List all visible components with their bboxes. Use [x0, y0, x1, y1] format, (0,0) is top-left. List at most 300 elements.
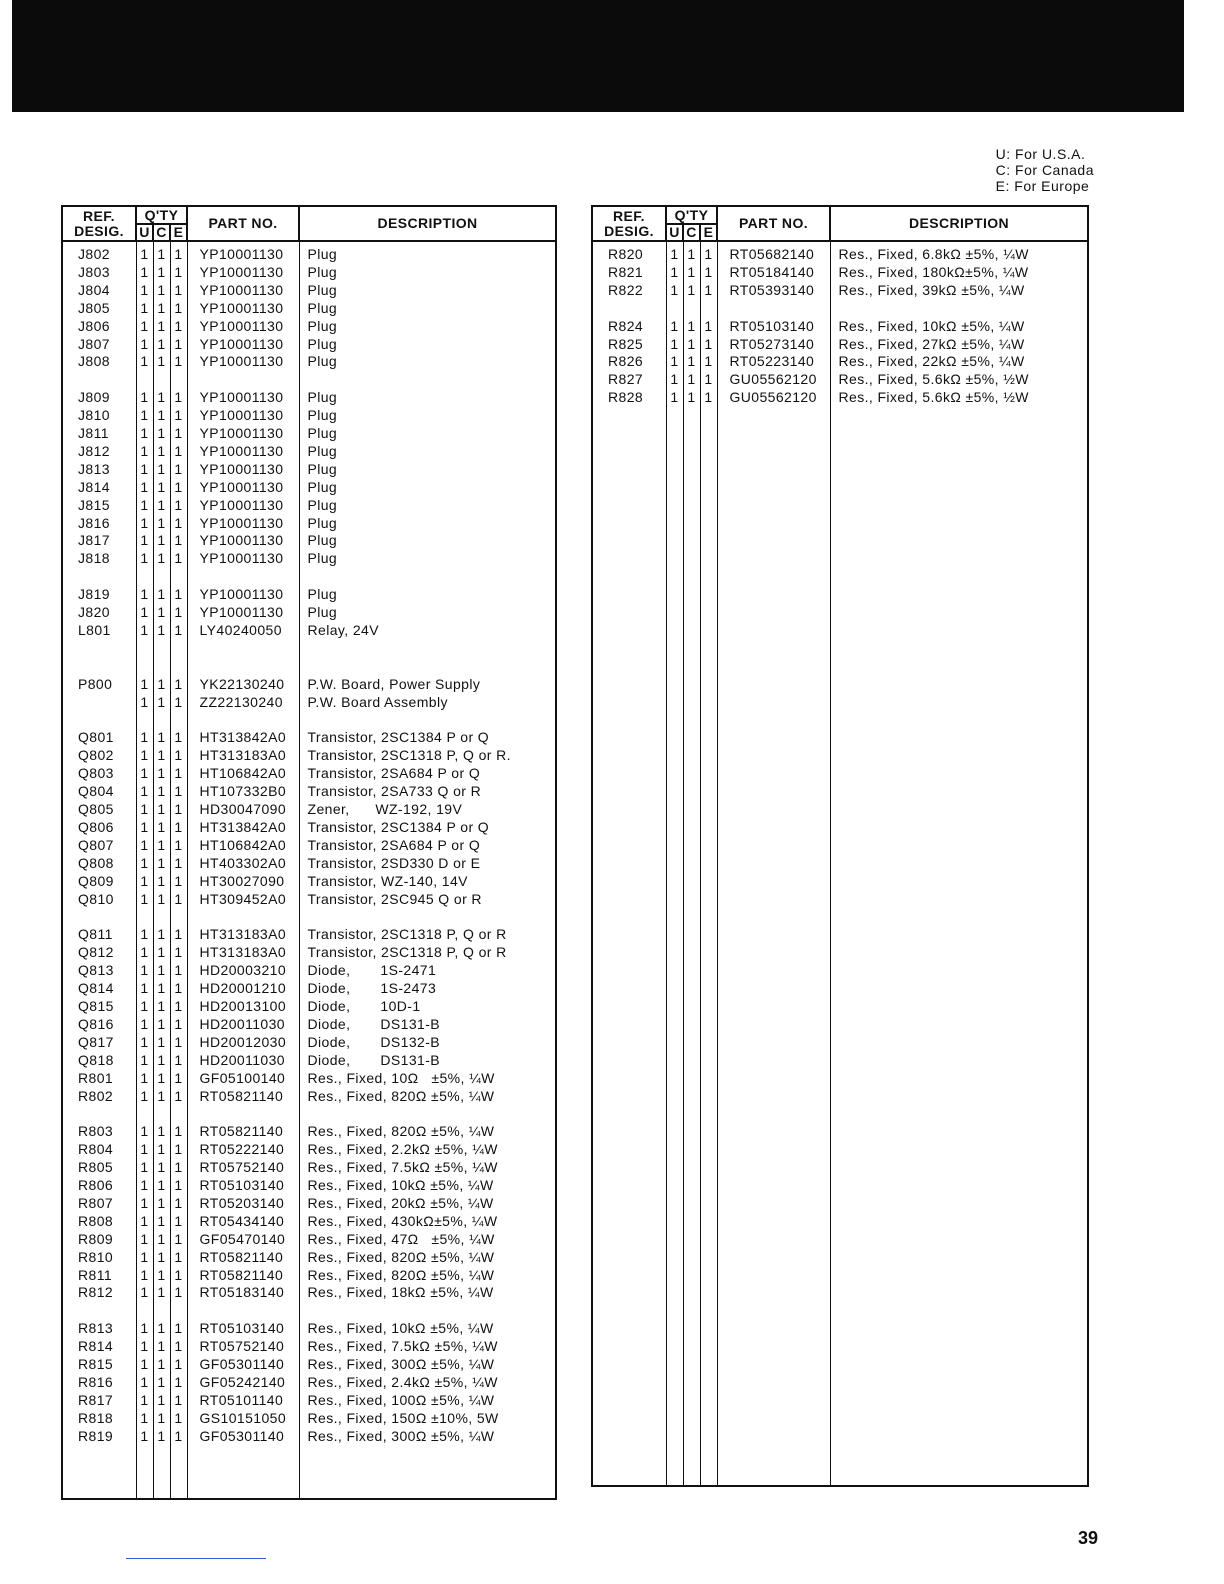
qty-u-cell: 1 — [136, 855, 153, 873]
qty-u-cell: 1 — [136, 819, 153, 837]
ref-desig-cell: R810 — [62, 1249, 136, 1267]
qty-u-cell: 1 — [136, 1034, 153, 1052]
table-row — [62, 980, 556, 998]
table-row — [62, 908, 556, 926]
description-cell: Plug — [299, 461, 556, 479]
ref-desig-cell: R813 — [62, 1320, 136, 1338]
qty-c-cell: 1 — [153, 318, 170, 336]
part-no-cell: RT05103140 — [187, 1320, 299, 1338]
qty-c-cell: 1 — [153, 479, 170, 497]
part-no-cell: YP10001130 — [187, 443, 299, 461]
qty-e-cell: 1 — [170, 1195, 187, 1213]
qty-header: Q'TY — [666, 206, 717, 224]
qty-c-cell: 1 — [683, 336, 700, 354]
qty-u-cell: 1 — [136, 1410, 153, 1428]
table-row — [62, 1267, 556, 1285]
table-row — [62, 515, 556, 533]
parts-table-right — [591, 205, 1089, 1487]
description-cell: Res., Fixed, 820Ω ±5%, ¼W — [299, 1249, 556, 1267]
qty-e-cell: 1 — [170, 353, 187, 371]
ref-desig-cell: R820 — [592, 241, 666, 264]
qty-c-cell: 1 — [153, 1320, 170, 1338]
qty-e-cell: 1 — [170, 264, 187, 282]
qty-e-cell: 1 — [170, 1428, 187, 1446]
part-no-cell: GU05562120 — [717, 371, 830, 389]
qty-u-cell: 1 — [136, 1356, 153, 1374]
part-no-cell: YP10001130 — [187, 407, 299, 425]
table-row — [62, 604, 556, 622]
description-cell: Res., Fixed, 820Ω ±5%, ¼W — [299, 1267, 556, 1285]
parts-table-right-body — [592, 241, 1088, 1486]
part-no-cell: HT313842A0 — [187, 819, 299, 837]
description-cell: Res., Fixed, 18kΩ ±5%, ¼W — [299, 1284, 556, 1302]
table-row — [592, 389, 1088, 407]
part-no-cell — [717, 300, 830, 318]
qty-e-cell: 1 — [170, 801, 187, 819]
part-no-cell — [187, 568, 299, 586]
ref-desig-cell: J804 — [62, 282, 136, 300]
table-row — [62, 747, 556, 765]
qty-c-cell — [153, 658, 170, 676]
qty-u-cell: 1 — [136, 300, 153, 318]
description-cell: Transistor, 2SC945 Q or R — [299, 891, 556, 909]
part-no-cell: YP10001130 — [187, 264, 299, 282]
table-row — [62, 371, 556, 389]
table-row — [62, 944, 556, 962]
part-no-cell: YP10001130 — [187, 425, 299, 443]
ref-desig-cell: R809 — [62, 1231, 136, 1249]
qty-e-cell: 1 — [170, 497, 187, 515]
part-no-cell — [187, 371, 299, 389]
ref-desig-cell — [62, 908, 136, 926]
part-no-cell — [187, 1105, 299, 1123]
qty-c-cell: 1 — [153, 336, 170, 354]
qty-c-cell: 1 — [153, 837, 170, 855]
qty-c-cell: 1 — [153, 241, 170, 264]
qty-u-cell: 1 — [136, 801, 153, 819]
description-cell: P.W. Board, Power Supply — [299, 676, 556, 694]
qty-e-cell: 1 — [170, 586, 187, 604]
qty-e-cell: 1 — [170, 389, 187, 407]
qty-u-cell: 1 — [666, 353, 683, 371]
description-cell: Diode, DS131-B — [299, 1052, 556, 1070]
qty-c-cell: 1 — [153, 1070, 170, 1088]
qty-c-cell: 1 — [153, 532, 170, 550]
qty-e-cell: 1 — [170, 1141, 187, 1159]
table-row — [62, 1088, 556, 1106]
qty-c-cell: 1 — [153, 765, 170, 783]
part-no-cell: RT05821140 — [187, 1249, 299, 1267]
qty-e-cell: 1 — [170, 336, 187, 354]
qty-e-cell: 1 — [170, 1213, 187, 1231]
qty-e-cell: 1 — [700, 318, 717, 336]
qty-e-cell: 1 — [170, 1284, 187, 1302]
qty-e-cell — [170, 1105, 187, 1123]
description-cell: Relay, 24V — [299, 622, 556, 640]
description-cell: Plug — [299, 586, 556, 604]
ref-desig-cell: R806 — [62, 1177, 136, 1195]
qty-e-cell: 1 — [170, 1249, 187, 1267]
ref-desig-cell: J808 — [62, 353, 136, 371]
part-no-cell: YP10001130 — [187, 479, 299, 497]
part-no-cell: YP10001130 — [187, 604, 299, 622]
qty-e-cell: 1 — [170, 837, 187, 855]
ref-desig-cell: R805 — [62, 1159, 136, 1177]
description-cell — [299, 640, 556, 658]
table-row — [62, 1016, 556, 1034]
qty-u-cell: 1 — [136, 729, 153, 747]
qty-u-cell: 1 — [136, 515, 153, 533]
qty-u-cell — [136, 640, 153, 658]
qty-e-cell: 1 — [170, 891, 187, 909]
qty-u-cell: 1 — [136, 550, 153, 568]
description-cell: Res., Fixed, 300Ω ±5%, ¼W — [299, 1356, 556, 1374]
ref-desig-cell — [62, 371, 136, 389]
qty-e-cell: 1 — [170, 550, 187, 568]
description-cell: Transistor, 2SC1318 P, Q or R — [299, 926, 556, 944]
qty-c-cell — [153, 1302, 170, 1320]
qty-e-cell: 1 — [170, 1052, 187, 1070]
ref-desig-cell: Q809 — [62, 873, 136, 891]
part-no-cell: GU05562120 — [717, 389, 830, 407]
ref-desig-cell: Q810 — [62, 891, 136, 909]
qty-e-cell: 1 — [170, 980, 187, 998]
qty-u-cell: 1 — [136, 1213, 153, 1231]
ref-desig-cell: R825 — [592, 336, 666, 354]
part-no-cell: RT05222140 — [187, 1141, 299, 1159]
qty-u-cell: 1 — [136, 1267, 153, 1285]
qty-e-cell: 1 — [170, 694, 187, 712]
qty-u-cell: 1 — [136, 1088, 153, 1106]
description-cell: Diode, 10D-1 — [299, 998, 556, 1016]
description-cell: Res., Fixed, 2.4kΩ ±5%, ¼W — [299, 1374, 556, 1392]
ref-desig-cell — [592, 300, 666, 318]
qty-e-cell: 1 — [170, 300, 187, 318]
qty-c-cell: 1 — [153, 855, 170, 873]
empty-cell — [830, 407, 1088, 1486]
qty-u-cell: 1 — [136, 461, 153, 479]
qty-u-cell: 1 — [136, 1177, 153, 1195]
description-header: DESCRIPTION — [299, 206, 556, 241]
ref-desig-cell: J812 — [62, 443, 136, 461]
qty-c-cell — [153, 371, 170, 389]
description-cell: Transistor, 2SD330 D or E — [299, 855, 556, 873]
qty-u-cell: 1 — [136, 873, 153, 891]
qty-u-cell — [136, 908, 153, 926]
page-number: 39 — [1078, 1528, 1099, 1548]
qty-c-cell: 1 — [153, 1034, 170, 1052]
qty-u-cell: 1 — [136, 241, 153, 264]
qty-c-cell: 1 — [153, 586, 170, 604]
qty-e-cell — [170, 712, 187, 730]
description-cell: Res., Fixed, 10kΩ ±5%, ¼W — [830, 318, 1088, 336]
table-row — [62, 837, 556, 855]
qty-e-cell: 1 — [170, 1123, 187, 1141]
qty-c-cell: 1 — [153, 1052, 170, 1070]
part-no-cell: HD20011030 — [187, 1052, 299, 1070]
part-no-cell: RT05223140 — [717, 353, 830, 371]
table-row — [62, 443, 556, 461]
table-row — [62, 1320, 556, 1338]
description-cell — [299, 712, 556, 730]
part-no-cell: HT30027090 — [187, 873, 299, 891]
qty-c-cell — [153, 908, 170, 926]
qty-u-cell: 1 — [136, 1195, 153, 1213]
ref-desig-cell — [62, 640, 136, 658]
table-row — [62, 264, 556, 282]
description-cell: Plug — [299, 282, 556, 300]
description-cell: Transistor, 2SA684 P or Q — [299, 837, 556, 855]
ref-desig-cell: Q805 — [62, 801, 136, 819]
table-row — [62, 962, 556, 980]
ref-desig-cell — [62, 568, 136, 586]
description-cell: Res., Fixed, 100Ω ±5%, ¼W — [299, 1392, 556, 1410]
qty-c-cell: 1 — [683, 241, 700, 264]
description-cell: Res., Fixed, 39kΩ ±5%, ¼W — [830, 282, 1088, 300]
part-no-cell: HT313183A0 — [187, 926, 299, 944]
qty-u-header: U — [666, 224, 683, 241]
part-no-cell: GF05242140 — [187, 1374, 299, 1392]
qty-c-cell: 1 — [153, 1338, 170, 1356]
ref-desig-cell: R816 — [62, 1374, 136, 1392]
description-cell — [299, 568, 556, 586]
ref-desig-cell: J809 — [62, 389, 136, 407]
table-row — [62, 1338, 556, 1356]
description-cell: Res., Fixed, 27kΩ ±5%, ¼W — [830, 336, 1088, 354]
qty-u-cell: 1 — [136, 389, 153, 407]
qty-e-cell — [170, 908, 187, 926]
ref-desig-cell: J803 — [62, 264, 136, 282]
description-cell: Diode, DS132-B — [299, 1034, 556, 1052]
ref-desig-cell: R827 — [592, 371, 666, 389]
table-row — [62, 300, 556, 318]
qty-e-cell: 1 — [170, 676, 187, 694]
qty-e-cell: 1 — [170, 443, 187, 461]
qty-c-header: C — [153, 224, 170, 241]
ref-desig-cell: J815 — [62, 497, 136, 515]
table-row — [592, 300, 1088, 318]
qty-u-cell: 1 — [666, 371, 683, 389]
qty-u-cell: 1 — [136, 1428, 153, 1446]
empty-cell — [187, 1446, 299, 1499]
part-no-cell: HD20003210 — [187, 962, 299, 980]
description-cell: Plug — [299, 318, 556, 336]
description-cell: Plug — [299, 515, 556, 533]
ref-desig-cell: R822 — [592, 282, 666, 300]
qty-e-header: E — [700, 224, 717, 241]
description-cell: Transistor, 2SC1384 P or Q — [299, 819, 556, 837]
table-row — [62, 1177, 556, 1195]
qty-c-cell: 1 — [153, 1249, 170, 1267]
empty-cell — [136, 1446, 153, 1499]
top-black-bar — [12, 0, 1184, 112]
table-row — [62, 1410, 556, 1428]
ref-desig-header: REF. DESIG. — [62, 206, 136, 241]
qty-u-cell: 1 — [136, 479, 153, 497]
description-cell: Res., Fixed, 5.6kΩ ±5%, ½W — [830, 389, 1088, 407]
legend-canada: C: For Canada — [995, 162, 1094, 178]
qty-e-cell: 1 — [700, 389, 717, 407]
ref-desig-cell: R808 — [62, 1213, 136, 1231]
ref-desig-cell: J811 — [62, 425, 136, 443]
qty-u-cell: 1 — [136, 926, 153, 944]
table-row — [62, 712, 556, 730]
qty-u-cell: 1 — [136, 783, 153, 801]
table-row — [62, 873, 556, 891]
part-no-cell: HT313842A0 — [187, 729, 299, 747]
qty-e-cell: 1 — [170, 1016, 187, 1034]
qty-c-cell: 1 — [153, 389, 170, 407]
qty-u-cell: 1 — [136, 891, 153, 909]
qty-e-cell: 1 — [700, 264, 717, 282]
qty-u-cell: 1 — [136, 604, 153, 622]
qty-c-cell: 1 — [153, 300, 170, 318]
ref-desig-cell: J813 — [62, 461, 136, 479]
description-cell: Transistor, 2SA684 P or Q — [299, 765, 556, 783]
footer-rule — [126, 1558, 266, 1559]
table-row — [62, 532, 556, 550]
qty-e-cell: 1 — [170, 532, 187, 550]
description-cell: Transistor, 2SC1318 P, Q or R. — [299, 747, 556, 765]
qty-e-cell: 1 — [170, 783, 187, 801]
ref-desig-cell: Q814 — [62, 980, 136, 998]
qty-e-cell — [170, 1302, 187, 1320]
description-cell: Res., Fixed, 180kΩ±5%, ¼W — [830, 264, 1088, 282]
qty-c-cell: 1 — [153, 1392, 170, 1410]
ref-desig-cell: Q816 — [62, 1016, 136, 1034]
description-cell: Res., Fixed, 10kΩ ±5%, ¼W — [299, 1320, 556, 1338]
description-cell: Plug — [299, 353, 556, 371]
part-no-cell: YP10001130 — [187, 318, 299, 336]
table-row — [62, 1302, 556, 1320]
description-cell: Res., Fixed, 20kΩ ±5%, ¼W — [299, 1195, 556, 1213]
table-row — [62, 1070, 556, 1088]
qty-u-cell: 1 — [136, 497, 153, 515]
qty-u-cell: 1 — [136, 998, 153, 1016]
qty-u-cell: 1 — [136, 1320, 153, 1338]
part-no-cell: RT05184140 — [717, 264, 830, 282]
qty-u-cell: 1 — [136, 1052, 153, 1070]
qty-u-cell: 1 — [136, 1338, 153, 1356]
description-cell: Res., Fixed, 10Ω ±5%, ¼W — [299, 1070, 556, 1088]
qty-e-cell — [170, 568, 187, 586]
qty-u-cell: 1 — [136, 837, 153, 855]
ref-desig-cell: J810 — [62, 407, 136, 425]
qty-c-cell: 1 — [153, 1195, 170, 1213]
part-no-cell: GF05470140 — [187, 1231, 299, 1249]
qty-c-cell: 1 — [153, 1088, 170, 1106]
ref-desig-cell — [62, 1302, 136, 1320]
table-row — [62, 1284, 556, 1302]
ref-desig-cell: R812 — [62, 1284, 136, 1302]
ref-desig-cell: R811 — [62, 1267, 136, 1285]
ref-desig-cell: J802 — [62, 241, 136, 264]
qty-e-cell: 1 — [170, 1410, 187, 1428]
table-row — [62, 1249, 556, 1267]
description-cell: Plug — [299, 604, 556, 622]
qty-u-cell: 1 — [666, 389, 683, 407]
ref-desig-cell — [62, 712, 136, 730]
part-no-cell: RT05434140 — [187, 1213, 299, 1231]
description-cell — [299, 371, 556, 389]
part-no-cell: HT313183A0 — [187, 747, 299, 765]
qty-c-cell: 1 — [153, 801, 170, 819]
table-row — [62, 586, 556, 604]
part-no-cell: YK22130240 — [187, 676, 299, 694]
table-row — [62, 891, 556, 909]
part-no-cell: GS10151050 — [187, 1410, 299, 1428]
table-row — [62, 783, 556, 801]
table-row — [592, 371, 1088, 389]
ref-desig-cell: R826 — [592, 353, 666, 371]
qty-u-cell: 1 — [136, 1374, 153, 1392]
part-no-cell: HD20001210 — [187, 980, 299, 998]
qty-u-cell — [136, 568, 153, 586]
qty-e-cell: 1 — [700, 371, 717, 389]
qty-u-cell: 1 — [136, 336, 153, 354]
part-no-cell: HT106842A0 — [187, 837, 299, 855]
part-no-cell: HD30047090 — [187, 801, 299, 819]
qty-c-cell: 1 — [153, 461, 170, 479]
description-cell: Diode, 1S-2471 — [299, 962, 556, 980]
qty-e-cell: 1 — [170, 1088, 187, 1106]
qty-u-cell: 1 — [136, 1159, 153, 1177]
qty-u-cell: 1 — [136, 980, 153, 998]
ref-desig-cell: Q817 — [62, 1034, 136, 1052]
table-row — [592, 336, 1088, 354]
part-no-cell — [187, 658, 299, 676]
qty-e-cell: 1 — [170, 1231, 187, 1249]
description-cell: Transistor, WZ-140, 14V — [299, 873, 556, 891]
ref-desig-cell: J820 — [62, 604, 136, 622]
ref-desig-cell: R807 — [62, 1195, 136, 1213]
qty-u-cell: 1 — [136, 676, 153, 694]
part-no-cell: HD20011030 — [187, 1016, 299, 1034]
qty-c-cell: 1 — [153, 443, 170, 461]
ref-desig-cell: L801 — [62, 622, 136, 640]
qty-e-cell: 1 — [170, 1177, 187, 1195]
part-no-header: PART NO. — [717, 206, 830, 241]
qty-u-cell: 1 — [136, 962, 153, 980]
ref-desig-cell: R814 — [62, 1338, 136, 1356]
description-cell: Plug — [299, 497, 556, 515]
qty-u-header: U — [136, 224, 153, 241]
table-row — [62, 1195, 556, 1213]
qty-u-cell: 1 — [666, 318, 683, 336]
table-row — [62, 1159, 556, 1177]
ref-desig-cell: R819 — [62, 1428, 136, 1446]
part-no-cell — [187, 712, 299, 730]
qty-u-cell: 1 — [136, 282, 153, 300]
part-no-cell: YP10001130 — [187, 336, 299, 354]
qty-c-cell: 1 — [153, 819, 170, 837]
qty-c-cell: 1 — [153, 747, 170, 765]
qty-e-cell: 1 — [700, 353, 717, 371]
table-row — [62, 425, 556, 443]
qty-e-cell: 1 — [170, 1159, 187, 1177]
qty-e-cell: 1 — [170, 855, 187, 873]
qty-u-cell: 1 — [136, 1016, 153, 1034]
qty-u-cell: 1 — [136, 944, 153, 962]
qty-e-cell — [700, 300, 717, 318]
qty-e-cell: 1 — [170, 873, 187, 891]
qty-c-cell: 1 — [153, 1374, 170, 1392]
qty-c-cell: 1 — [153, 998, 170, 1016]
ref-desig-cell: J817 — [62, 532, 136, 550]
qty-c-cell: 1 — [683, 371, 700, 389]
qty-c-cell: 1 — [153, 282, 170, 300]
table-row — [62, 855, 556, 873]
